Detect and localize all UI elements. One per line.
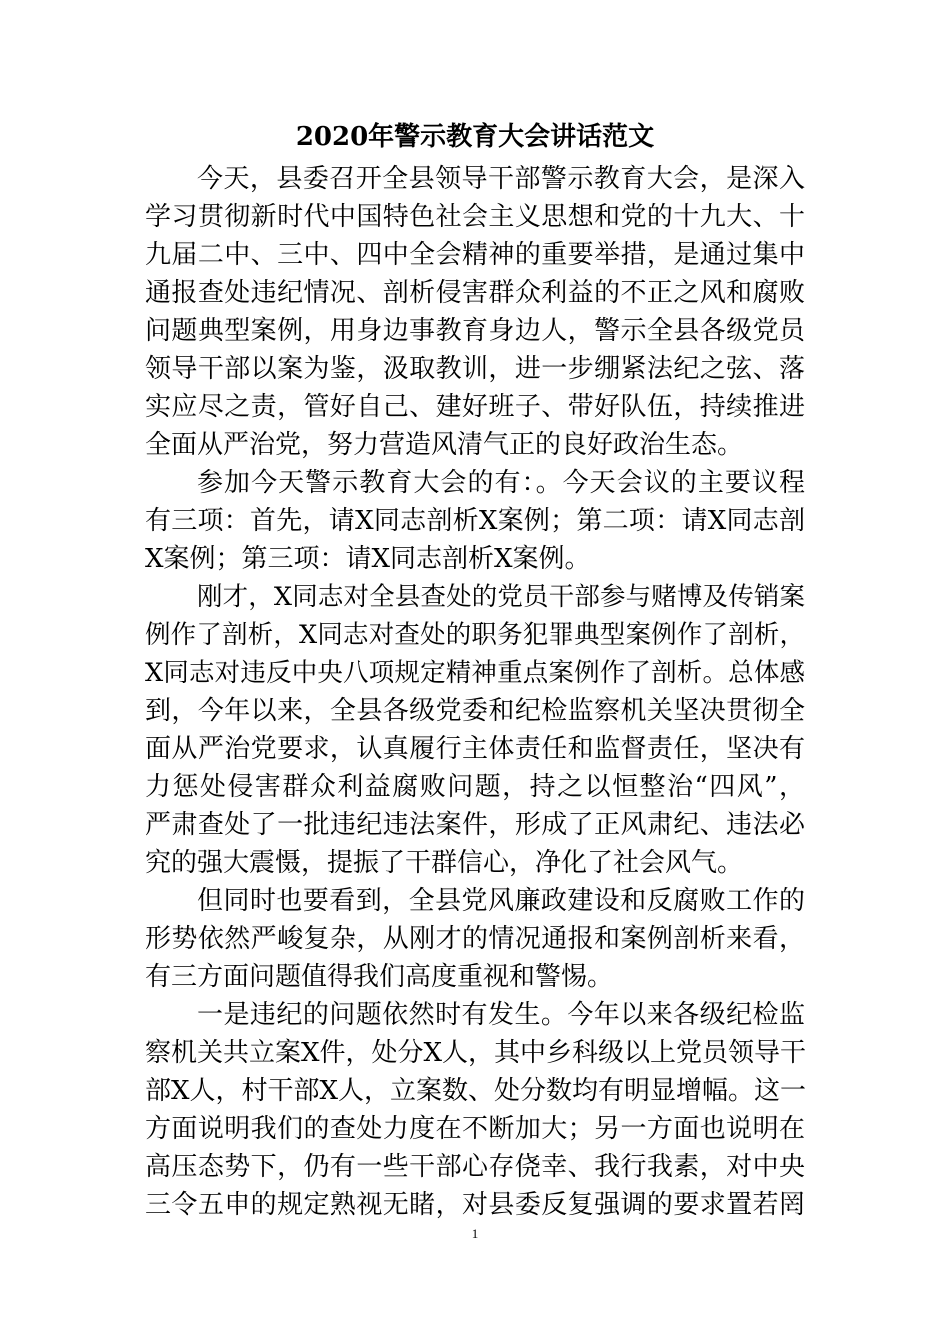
text-line: 全面从严治党，努力营造风清气正的良好政治生态。: [145, 430, 744, 460]
text-line: 九届二中、三中、四中全会精神的重要举措，是通过集中: [145, 240, 805, 270]
text-line: 参加今天警示教育大会的有：。今天会议的主要议程: [197, 468, 805, 498]
text-line: 方面说明我们的查处力度在不断加大；另一方面也说明在: [145, 1114, 805, 1144]
text-line: 有三项：首先，请X同志剖析X案例；第二项：请X同志剖: [145, 506, 805, 536]
text-line: 今天，县委召开全县领导干部警示教育大会，是深入: [197, 164, 805, 194]
text-line: 领导干部以案为鉴，汲取教训，进一步绷紧法纪之弦、落: [145, 354, 805, 384]
text-line: 面从严治党要求，认真履行主体责任和监督责任，坚决有: [145, 734, 805, 764]
text-line: 三令五申的规定熟视无睹，对县委反复强调的要求置若罔: [145, 1190, 805, 1220]
text-line: 严肃查处了一批违纪违法案件，形成了正风肃纪、违法必: [145, 810, 805, 840]
text-line: X案例；第三项：请X同志剖析X案例。: [145, 544, 591, 574]
text-line: 有三方面问题值得我们高度重视和警惕。: [145, 962, 614, 992]
text-line: 但同时也要看到，全县党风廉政建设和反腐败工作的: [197, 886, 805, 916]
text-line: 高压态势下，仍有一些干部心存侥幸、我行我素，对中央: [145, 1152, 805, 1182]
text-line: 部X人，村干部X人，立案数、处分数均有明显增幅。这一: [145, 1076, 807, 1106]
text-line: 刚才，X同志对全县查处的党员干部参与赌博及传销案: [197, 582, 805, 612]
text-line: 到，今年以来，全县各级党委和纪检监察机关坚决贯彻全: [145, 696, 805, 726]
page-number: 1: [471, 1226, 479, 1241]
text-line: 通报查处违纪情况、剖析侵害群众利益的不正之风和腐败: [145, 278, 805, 308]
text-line: 问题典型案例，用身边事教育身边人，警示全县各级党员: [145, 316, 805, 346]
text-line: 例作了剖析，X同志对查处的职务犯罪典型案例作了剖析，: [145, 620, 805, 650]
text-line: 实应尽之责，管好自己、建好班子、带好队伍，持续推进: [145, 392, 805, 422]
text-line: 力惩处侵害群众利益腐败问题，持之以恒整治“四风”，: [145, 772, 805, 802]
text-line: 学习贯彻新时代中国特色社会主义思想和党的十九大、十: [145, 202, 805, 232]
text-line: 形势依然严峻复杂，从刚才的情况通报和案例剖析来看，: [145, 924, 805, 954]
text-line: 究的强大震慑，提振了干群信心，净化了社会风气。: [145, 848, 744, 878]
text-line: 一是违纪的问题依然时有发生。今年以来各级纪检监: [197, 1000, 805, 1030]
text-line: 察机关共立案X件，处分X人，其中乡科级以上党员领导干: [145, 1038, 807, 1068]
document-title: 2020年警示教育大会讲话范文: [295, 122, 655, 152]
text-line: X同志对违反中央八项规定精神重点案例作了剖析。总体感: [145, 658, 805, 688]
